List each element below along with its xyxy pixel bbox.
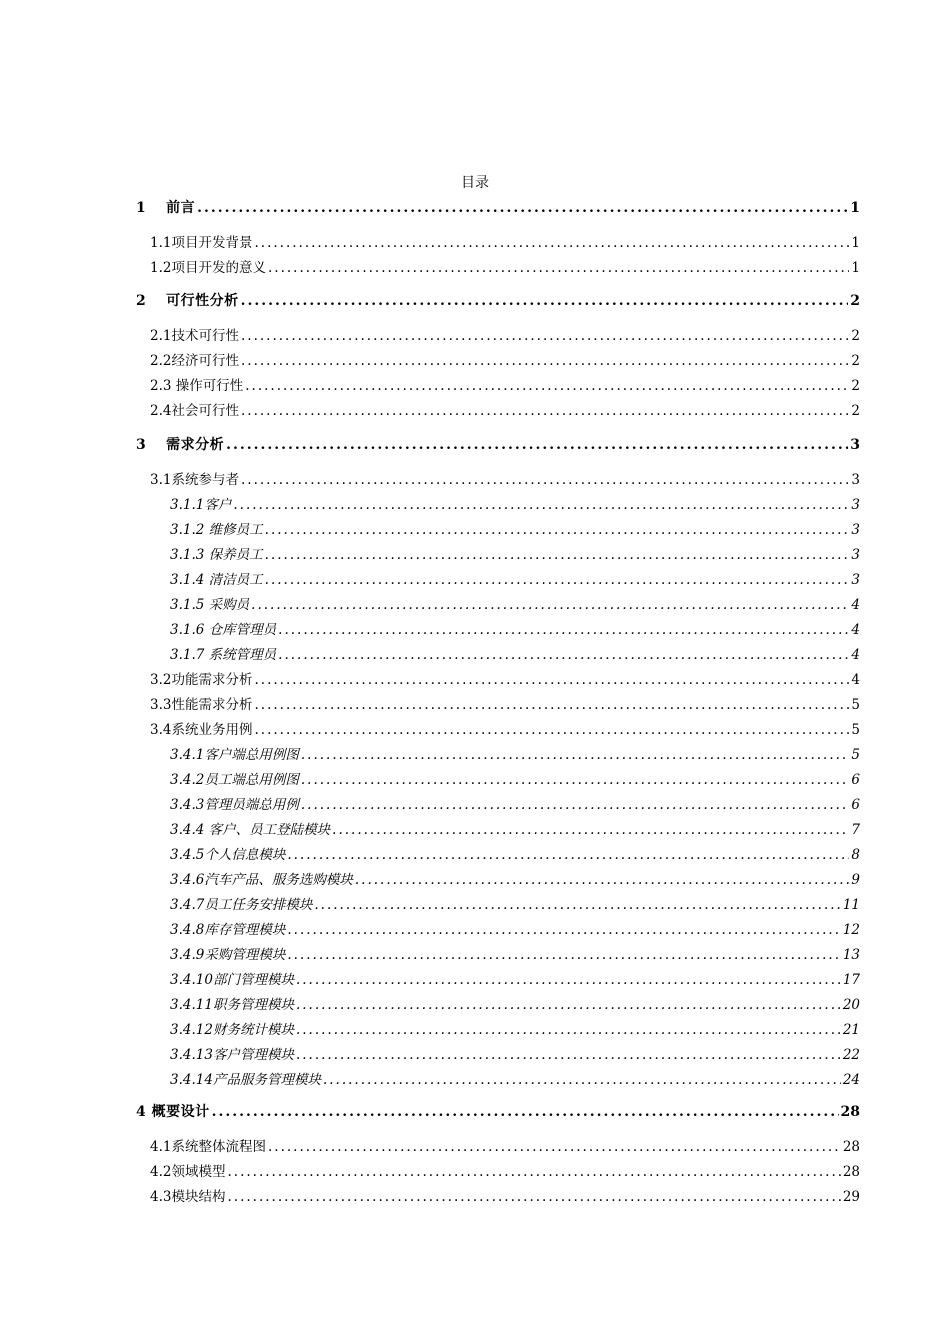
toc-entry[interactable]: [0, 400, 950, 422]
toc-dot-leader: [301, 794, 850, 816]
toc-page-number: 4: [851, 597, 860, 613]
toc-dot-leader: [268, 257, 849, 279]
toc-entry-title: 3.2功能需求分析: [150, 672, 253, 688]
toc-entry-title: 3.1.7 系统管理员: [170, 647, 277, 663]
toc-entry-title: 3.4.6汽车产品、服务选购模块: [170, 872, 353, 888]
toc-page-number: 3: [851, 497, 860, 513]
toc-page-number: 7: [851, 822, 860, 838]
toc-entry-title: 3.4系统业务用例: [150, 722, 253, 738]
toc-page-number: 6: [851, 797, 860, 813]
toc-dot-leader: [233, 494, 849, 516]
toc-entry[interactable]: [0, 994, 950, 1016]
toc-dot-leader: [268, 1136, 841, 1158]
toc-dot-leader: [296, 994, 841, 1016]
toc-dot-leader: [301, 769, 850, 791]
toc-entry-title: 3.4.11职务管理模块: [170, 997, 294, 1013]
toc-entry[interactable]: [0, 197, 950, 219]
toc-entry[interactable]: [0, 594, 950, 616]
toc-entry-title: 2.4社会可行性: [150, 403, 239, 419]
toc-entry[interactable]: [0, 325, 950, 347]
toc-entry-title: 3.4.2员工端总用例图: [170, 772, 299, 788]
toc-entry-title: 3.1系统参与者: [150, 472, 239, 488]
toc-page-number: 3: [851, 572, 860, 588]
toc-dot-leader: [251, 594, 849, 616]
toc-dot-leader: [241, 290, 849, 312]
toc-dot-leader: [227, 1186, 840, 1208]
toc-entry[interactable]: [0, 869, 950, 891]
toc-entry-title: 2.2经济可行性: [150, 353, 239, 369]
toc-entry[interactable]: [0, 719, 950, 741]
toc-entry[interactable]: [0, 1161, 950, 1183]
toc-entry-title: 3.4.12财务统计模块: [170, 1022, 294, 1038]
toc-entry[interactable]: [0, 1136, 950, 1158]
toc-dot-leader: [241, 325, 849, 347]
toc-entry[interactable]: [0, 375, 950, 397]
toc-entry[interactable]: [0, 769, 950, 791]
toc-dot-leader: [226, 434, 848, 456]
toc-page-number: 13: [842, 947, 860, 963]
toc-entry[interactable]: [0, 257, 950, 279]
toc-dot-leader: [314, 894, 840, 916]
toc-page-number: 2: [851, 328, 860, 344]
toc-dot-leader: [323, 1069, 841, 1091]
toc-entry-title: 3.1.5 采购员: [170, 597, 250, 613]
toc-dot-leader: [296, 969, 841, 991]
toc-dot-leader: [296, 1019, 841, 1041]
toc-entry-title: 3.4.9采购管理模块: [170, 947, 286, 963]
toc-entry[interactable]: [0, 744, 950, 766]
toc-dot-leader: [296, 1044, 841, 1066]
toc-dot-leader: [254, 232, 849, 254]
toc-dot-leader: [241, 469, 849, 491]
toc-entry[interactable]: [0, 644, 950, 666]
toc-entry[interactable]: [0, 1044, 950, 1066]
toc-page-number: 28: [840, 1104, 860, 1120]
toc-entry[interactable]: [0, 669, 950, 691]
toc-page-number: 2: [851, 353, 860, 369]
toc-entry-title: 3.4.10部门管理模块: [170, 972, 294, 988]
toc-page-number: 3: [851, 522, 860, 538]
toc-entry-title: 3.4.8库存管理模块: [170, 922, 286, 938]
toc-entry-title: 3.4.13客户管理模块: [170, 1047, 294, 1063]
toc-page-number: 29: [842, 1189, 860, 1205]
toc-dot-leader: [287, 844, 849, 866]
toc-entry-title: 3.4.5个人信息模块: [170, 847, 286, 863]
toc-entry-title: 4.1系统整体流程图: [150, 1139, 266, 1155]
toc-entry-title: 3.4.1客户端总用例图: [170, 747, 299, 763]
toc-entry-title: 3.1.6 仓库管理员: [170, 622, 277, 638]
toc-entry[interactable]: [0, 1101, 950, 1123]
toc-entry[interactable]: [0, 350, 950, 372]
toc-page-number: 5: [851, 747, 860, 763]
toc-entry-title: 4 概要设计: [136, 1104, 210, 1120]
toc-entry-title: 1.1项目开发背景: [150, 235, 253, 251]
toc-dot-leader: [355, 869, 850, 891]
toc-entry[interactable]: [0, 544, 950, 566]
toc-entry-title: 3 需求分析: [136, 437, 225, 453]
toc-page-number: 3: [851, 547, 860, 563]
toc-page-number: 9: [851, 872, 860, 888]
toc-entry[interactable]: [0, 919, 950, 941]
toc-page-number: 28: [842, 1164, 860, 1180]
toc-page-number: 1: [851, 235, 860, 251]
toc-page-number: 11: [842, 897, 860, 913]
toc-page-number: 3: [850, 437, 860, 453]
toc-page-number: 2: [850, 293, 860, 309]
toc-entry-title: 4.2领域模型: [150, 1164, 226, 1180]
page-title: 目录: [461, 175, 489, 191]
toc-entry[interactable]: [0, 1019, 950, 1041]
toc-entry-title: 1.2项目开发的意义: [150, 260, 266, 276]
toc-page-number: 1: [851, 260, 860, 276]
toc-page-number: 28: [842, 1139, 860, 1155]
toc-entry[interactable]: [0, 794, 950, 816]
toc-page-number: 21: [842, 1022, 860, 1038]
toc-page-number: 17: [842, 972, 860, 988]
toc-entry[interactable]: [0, 569, 950, 591]
toc-dot-leader: [241, 400, 849, 422]
toc-dot-leader: [254, 669, 849, 691]
toc-entry[interactable]: [0, 469, 950, 491]
toc-page-number: 3: [851, 472, 860, 488]
toc-entry[interactable]: [0, 232, 950, 254]
toc-page-number: 5: [851, 722, 860, 738]
toc-dot-leader: [301, 744, 850, 766]
toc-dot-leader: [197, 197, 848, 219]
toc-entry-title: 4.3模块结构: [150, 1189, 226, 1205]
toc-dot-leader: [241, 350, 849, 372]
toc-page-number: 4: [851, 672, 860, 688]
toc-entry[interactable]: [0, 619, 950, 641]
toc-entry-title: 3.1.1客户: [170, 497, 232, 513]
toc-dot-leader: [227, 1161, 840, 1183]
toc-page-number: 24: [842, 1072, 860, 1088]
toc-entry[interactable]: [0, 694, 950, 716]
toc-entry-title: 2.1技术可行性: [150, 328, 239, 344]
toc-entry[interactable]: [0, 290, 950, 312]
toc-page-number: 20: [842, 997, 860, 1013]
toc-dot-leader: [287, 944, 840, 966]
toc-dot-leader: [254, 719, 849, 741]
toc-entry-title: 3.1.3 保养员工: [170, 547, 263, 563]
toc-entry[interactable]: [0, 1069, 950, 1091]
toc-entry[interactable]: [0, 844, 950, 866]
toc-entry-title: 3.4.4 客户、员工登陆模块: [170, 822, 331, 838]
toc-dot-leader: [265, 544, 850, 566]
toc-dot-leader: [332, 819, 849, 841]
toc-page-number: 12: [842, 922, 860, 938]
toc-dot-leader: [287, 919, 840, 941]
toc-entry[interactable]: [0, 1186, 950, 1208]
toc-dot-leader: [278, 644, 849, 666]
toc-page-number: 22: [842, 1047, 860, 1063]
toc-dot-leader: [265, 569, 850, 591]
toc-page-number: 8: [851, 847, 860, 863]
toc-entry[interactable]: [0, 969, 950, 991]
toc-page-number: 4: [851, 647, 860, 663]
toc-entry-title: 3.3性能需求分析: [150, 697, 253, 713]
toc-entry-title: 3.1.2 维修员工: [170, 522, 263, 538]
toc-entry[interactable]: [0, 944, 950, 966]
toc-page-number: 2: [851, 378, 860, 394]
toc-dot-leader: [212, 1101, 839, 1123]
toc-entry[interactable]: [0, 434, 950, 456]
toc-entry-title: 1 前言: [136, 200, 196, 216]
toc-entry-title: 3.4.14产品服务管理模块: [170, 1072, 321, 1088]
toc-entry[interactable]: [0, 494, 950, 516]
toc-dot-leader: [265, 519, 850, 541]
toc-page-number: 4: [851, 622, 860, 638]
toc-page-number: 1: [850, 200, 860, 216]
toc-entry-title: 3.4.7员工任务安排模块: [170, 897, 313, 913]
toc-entry[interactable]: [0, 519, 950, 541]
toc-dot-leader: [278, 619, 849, 641]
toc-entry-title: 2 可行性分析: [136, 293, 239, 309]
toc-entry-title: 3.1.4 清洁员工: [170, 572, 263, 588]
toc-page-number: 2: [851, 403, 860, 419]
toc-dot-leader: [254, 694, 849, 716]
toc-page-number: 5: [851, 697, 860, 713]
toc-entry-title: 2.3 操作可行性: [150, 378, 244, 394]
toc-entry-title: 3.4.3管理员端总用例: [170, 797, 299, 813]
toc-dot-leader: [245, 375, 849, 397]
toc-entry[interactable]: [0, 894, 950, 916]
toc-page-number: 6: [851, 772, 860, 788]
toc-entry[interactable]: [0, 819, 950, 841]
